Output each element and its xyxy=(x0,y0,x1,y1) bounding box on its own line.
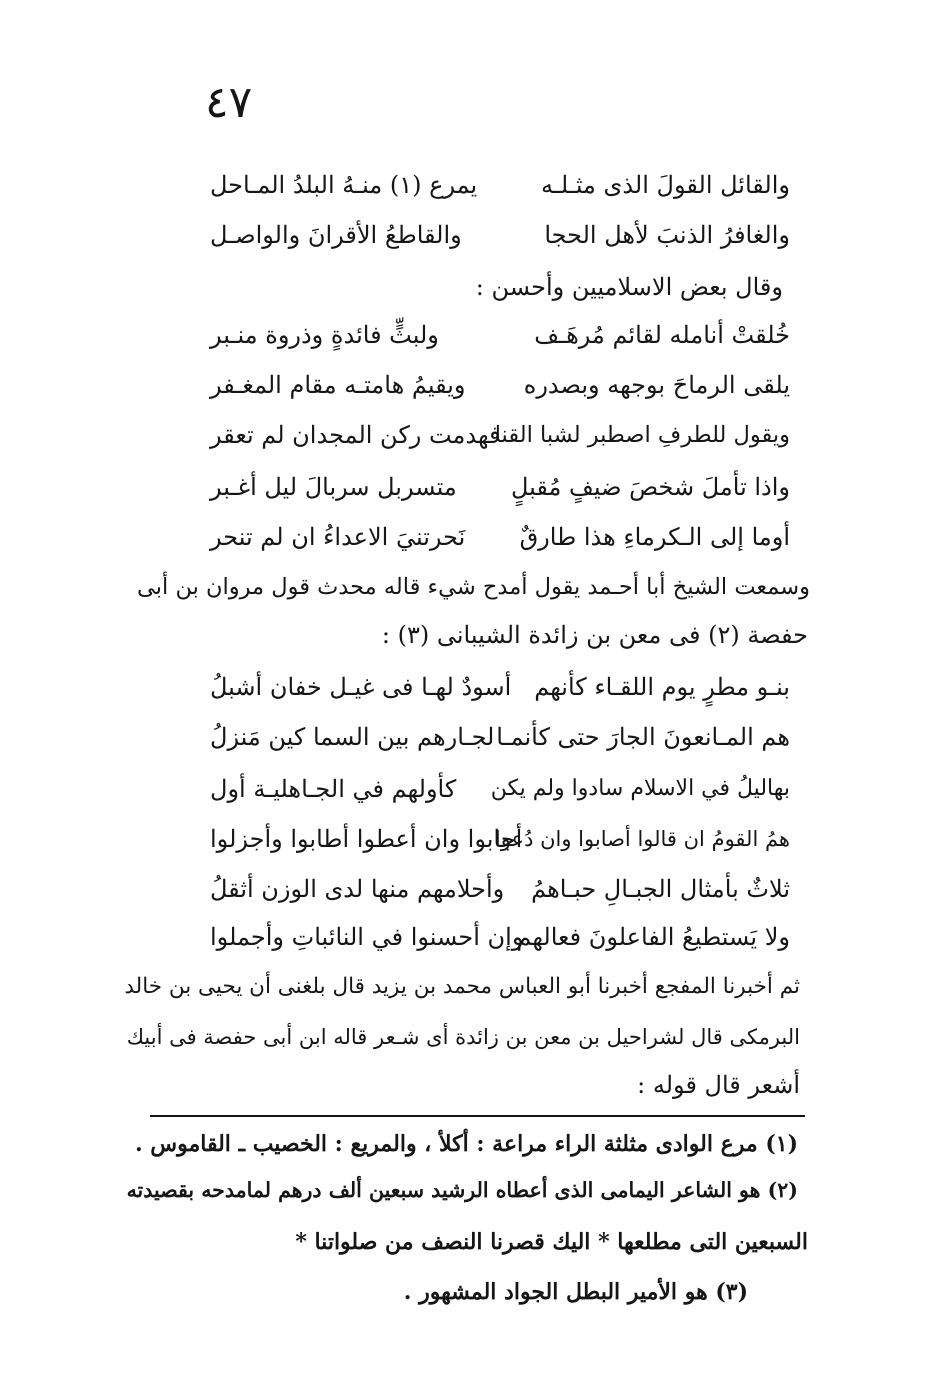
footnote-2: (٢) هو الشاعر اليمامى الذى أعطاه الرشيد سبعين ألف درهم لمامدحه بقصيدته xyxy=(126,1178,798,1202)
verse-second-hemistich: كأولهم في الجـاهليـة أول xyxy=(210,775,457,803)
verse-line xyxy=(210,712,790,762)
verse-first-hemistich: هم المـانعونَ الجارَ حتى كأنمـا xyxy=(496,723,790,751)
verse-first-hemistich: بنـو مطرٍ يوم اللقـاء كأنهم xyxy=(534,673,790,701)
verse-first-hemistich: واذا تأملَ شخصَ ضيفٍ مُقبلٍ xyxy=(510,473,790,501)
verse-second-hemistich: يمرع (١) منـهُ البلدُ المـاحل xyxy=(210,171,478,199)
verse-first-hemistich: بهاليلُ في الاسلام سادوا ولم يكن xyxy=(490,776,790,801)
verse-first-hemistich: والغافرُ الذنبَ لأهل الحجا xyxy=(544,221,790,249)
verse-line xyxy=(210,864,790,914)
verse-first-hemistich: ثلاثٌ بأمثال الجبـالِ حبـاهمُ xyxy=(531,875,790,903)
footnote-1: (١) مرع الوادى مثلثة الراء مراعة : أكلأ ، والمريع : الخصيب ـ القاموس . xyxy=(134,1131,798,1157)
intro-paragraph-line: وسمعت الشيخ أبا أحـمد يقول أمدح شيء قاله محدث قول مروان بن أبى xyxy=(137,574,810,600)
verse-first-hemistich: أوما إلى الـكرماءِ هذا طارقٌ xyxy=(519,523,790,551)
verse-first-hemistich: والقائل القولَ الذى مثـلـه xyxy=(540,171,790,199)
verse-line xyxy=(210,814,790,864)
verse-line xyxy=(210,160,790,210)
closing-paragraph-line: البرمكى قال لشراحيل بن معن بن زائدة أى شـعر قاله ابن أبى حفصة فى أبيك xyxy=(126,1025,800,1049)
verse-line xyxy=(210,210,790,260)
verse-line xyxy=(210,410,790,460)
page-number: ٤٧ xyxy=(205,77,253,128)
verse-line xyxy=(210,662,790,712)
verse-second-hemistich: والقاطعُ الأقرانَ والواصـل xyxy=(210,221,462,249)
closing-paragraph-line: ثم أخبرنا المفجع أخبرنا أبو العباس محمد بن يزيد قال بلغنى أن يحيى بن خالد xyxy=(124,974,800,999)
footnote-divider xyxy=(150,1115,805,1117)
verse-line xyxy=(210,764,790,814)
verse-second-hemistich: فهدمت ركن المجدان لم تعقر xyxy=(210,421,501,449)
verse-line xyxy=(210,310,790,360)
verse-second-hemistich: نَحرتنيَ الاعداءُ ان لم تنحر xyxy=(210,523,466,551)
verse-line xyxy=(210,360,790,410)
footnote-2-continuation: السبعين التى مطلعها * اليك قصرنا النصف من صلواتنا * xyxy=(295,1229,808,1255)
verse-second-hemistich: أسودٌ لهـا فى غيـل خفان أشبلُ xyxy=(210,673,512,701)
verse-second-hemistich: ولبثٍّ فائدةٍ وذروة منـبر xyxy=(210,321,439,349)
verse-second-hemistich: لجـارهم بين السما كين مَنزلُ xyxy=(210,723,495,751)
footnote-3: (٣) هو الأمير البطل الجواد المشهور . xyxy=(403,1279,748,1305)
verse-first-hemistich: ويقول للطرفِ اصطبر لشبا القنا xyxy=(494,422,790,448)
intro-line: وقال بعض الاسلاميين وأحسن : xyxy=(475,273,783,301)
verse-line xyxy=(210,462,790,512)
intro-paragraph-line: حفصة (٢) فى معن بن زائدة الشيبانى (٣) : xyxy=(381,621,808,649)
verse-second-hemistich: وأحلامهم منها لدى الوزن أثقلُ xyxy=(210,875,505,903)
verse-line xyxy=(210,512,790,562)
verse-line xyxy=(210,912,790,962)
closing-paragraph-line: أشعر قال قوله : xyxy=(637,1071,800,1099)
verse-second-hemistich: وإن أحسنوا في النائباتِ وأجملوا xyxy=(210,923,524,951)
verse-second-hemistich: ويقيمُ هامتـه مقام المغـفر xyxy=(210,371,466,399)
verse-second-hemistich: متسربل سربالَ ليل أغـبر xyxy=(210,473,457,501)
verse-first-hemistich: خُلقتْ أنامله لقائم مُرهَـف xyxy=(534,321,790,349)
verse-first-hemistich: ولا يَستطيعُ الفاعلونَ فعالهم xyxy=(516,923,790,951)
verse-second-hemistich: أجابوا وان أعطوا أطابوا وأجزلوا xyxy=(210,825,523,853)
verse-first-hemistich: يلقى الرماحَ بوجهه وبصدره xyxy=(523,371,790,399)
verse-first-hemistich: همُ القومُ ان قالوا أصابوا وان دُعوا xyxy=(494,827,790,851)
